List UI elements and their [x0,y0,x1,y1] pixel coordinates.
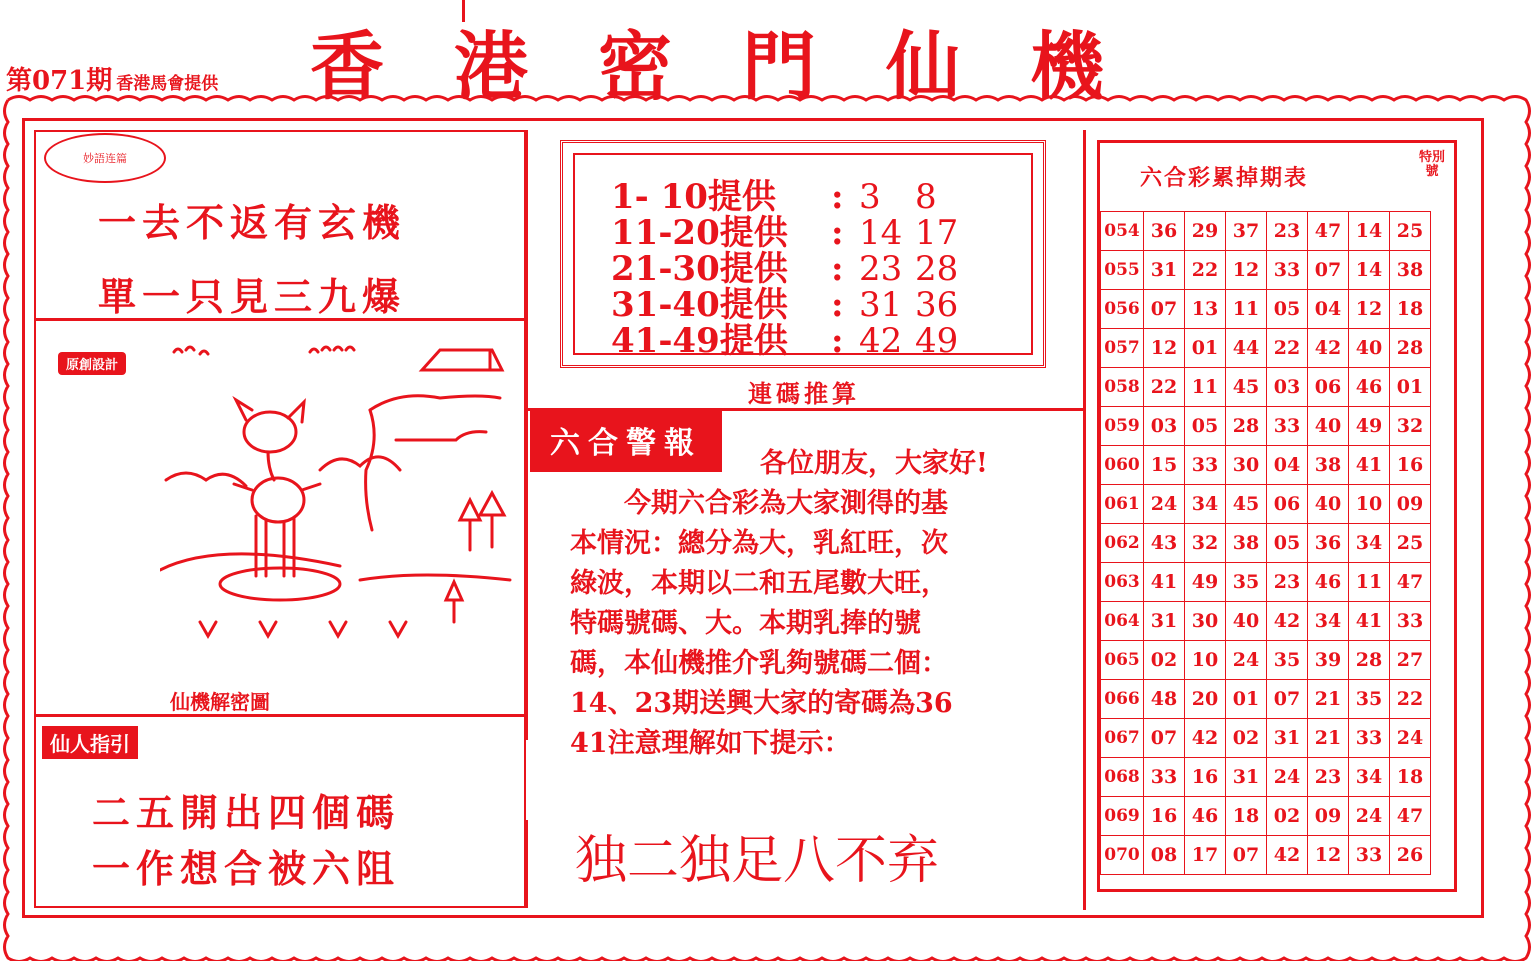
table-row [1101,524,1431,563]
number-cell: 02 [1144,641,1185,680]
number-cell: 40 [1308,407,1349,446]
table-row [1101,836,1431,875]
number-cell: 25 [1390,212,1431,251]
number-cell: 16 [1144,797,1185,836]
number-cell: 38 [1308,446,1349,485]
number-cell: 12 [1226,251,1267,290]
paragraph-line: 41注意理解如下提示： [570,728,851,759]
number-cell: 33 [1390,602,1431,641]
number-cell: 28 [1349,641,1390,680]
number-cell: 48 [1144,680,1185,719]
number-cell: 07 [1267,680,1308,719]
number-cell: 38 [1226,524,1267,563]
table-row [1101,446,1431,485]
number-cell: 33 [1267,251,1308,290]
number-cell: 36 [1144,212,1185,251]
issue-cell: 068 [1101,758,1144,797]
riddle-picture [160,340,520,670]
range-row: 21-30提供 : 23 28 [611,241,971,290]
number-cell: 09 [1308,797,1349,836]
table-row [1101,563,1431,602]
number-cell: 16 [1390,446,1431,485]
number-cell: 10 [1185,641,1226,680]
oval-badge: 妙語连篇 [44,133,166,183]
number-cell: 22 [1390,680,1431,719]
number-cell: 33 [1267,407,1308,446]
range-value-2: 49 [915,321,959,361]
issue-cell: 069 [1101,797,1144,836]
issue-cell: 061 [1101,485,1144,524]
number-cell: 33 [1349,719,1390,758]
number-cell: 31 [1144,602,1185,641]
issue-cell: 063 [1101,563,1144,602]
issue-cell: 067 [1101,719,1144,758]
number-cell: 10 [1349,485,1390,524]
warning-text [570,444,1055,764]
picture-caption: 仙機解密圖 [170,690,270,714]
number-cell: 42 [1267,602,1308,641]
number-cell: 04 [1308,290,1349,329]
number-cell: 49 [1349,407,1390,446]
number-cell: 27 [1390,641,1431,680]
original-badge: 原創設計 [58,352,126,375]
number-cell: 26 [1390,836,1431,875]
table-row [1101,641,1431,680]
table-row [1101,368,1431,407]
table-row [1101,212,1431,251]
table-row [1101,680,1431,719]
issue-number [6,60,218,97]
range-value-1: 3 [859,177,881,217]
number-cell: 35 [1267,641,1308,680]
number-cell: 15 [1144,446,1185,485]
table-row [1101,797,1431,836]
number-cell: 32 [1185,524,1226,563]
number-cell: 23 [1267,212,1308,251]
poem-line-2: 單一只見三九爆 [98,274,407,319]
number-cell: 31 [1226,758,1267,797]
number-cell: 13 [1185,290,1226,329]
number-cell: 11 [1185,368,1226,407]
special-number-label: 特別號 [1418,150,1445,179]
issue-cell: 062 [1101,524,1144,563]
number-cell: 24 [1349,797,1390,836]
number-cell: 46 [1308,563,1349,602]
range-label: 41-49提供 [611,321,788,361]
number-cell: 40 [1226,602,1267,641]
number-cell: 22 [1185,251,1226,290]
range-row: 11-20提供 : 14 17 [611,205,971,254]
number-cell: 41 [1349,446,1390,485]
number-cell: 23 [1308,758,1349,797]
range-row: 41-49提供 : 42 49 [611,313,971,362]
number-cell: 37 [1226,212,1267,251]
issue-cell: 064 [1101,602,1144,641]
range-row: 1- 10提供 : 3 8 [611,169,971,218]
number-cell: 01 [1226,680,1267,719]
number-cell: 30 [1185,602,1226,641]
guide-tag: 仙人指引 [42,726,138,759]
number-cell: 08 [1144,836,1185,875]
number-cell: 42 [1308,329,1349,368]
paragraph-line: 碼，本仙機推介乳夠號碼二個： [570,648,948,679]
number-cell: 47 [1390,797,1431,836]
number-cell: 40 [1349,329,1390,368]
issue-label: 第071期 [6,66,113,96]
number-cell: 22 [1144,368,1185,407]
range-value-1: 42 [859,321,903,361]
table-row [1101,251,1431,290]
table-row [1101,290,1431,329]
range-value-1: 23 [859,249,903,289]
table-row [1101,485,1431,524]
issue-cell: 055 [1101,251,1144,290]
paragraph-line: 綠波，本期以二和五尾數大旺， [570,568,948,599]
number-cell: 30 [1226,446,1267,485]
ranges-box [560,140,1046,368]
number-cell: 35 [1349,680,1390,719]
slogan: 独二独足八不弃 [575,831,940,891]
number-cell: 28 [1390,329,1431,368]
ranges-caption: 連碼推算 [748,379,860,408]
number-cell: 46 [1349,368,1390,407]
number-cell: 45 [1226,485,1267,524]
number-cell: 02 [1226,719,1267,758]
number-cell: 24 [1144,485,1185,524]
number-cell: 41 [1349,602,1390,641]
range-value-1: 14 [859,213,903,253]
number-cell: 49 [1185,563,1226,602]
issue-cell: 065 [1101,641,1144,680]
issue-cell: 059 [1101,407,1144,446]
table-row [1101,602,1431,641]
number-cell: 03 [1267,368,1308,407]
number-cell: 47 [1390,563,1431,602]
number-cell: 43 [1144,524,1185,563]
number-cell: 07 [1308,251,1349,290]
number-cell: 05 [1267,290,1308,329]
table-row [1101,719,1431,758]
paragraph-line: 今期六合彩為大家測得的基 [624,488,948,519]
range-label: 21-30提供 [611,249,788,289]
number-cell: 44 [1226,329,1267,368]
issue-cell: 066 [1101,680,1144,719]
number-cell: 29 [1185,212,1226,251]
paragraph-line: 特碼號碼、大。本期乳捧的號 [570,608,921,639]
issue-cell: 060 [1101,446,1144,485]
number-cell: 05 [1267,524,1308,563]
number-cell: 21 [1308,680,1349,719]
range-value-1: 31 [859,285,903,325]
number-cell: 33 [1349,836,1390,875]
range-value-2: 17 [915,213,959,253]
number-cell: 05 [1185,407,1226,446]
number-cell: 24 [1390,719,1431,758]
table-row [1101,407,1431,446]
table-row [1101,758,1431,797]
number-cell: 12 [1308,836,1349,875]
number-cell: 12 [1144,329,1185,368]
number-cell: 40 [1308,485,1349,524]
number-cell: 41 [1144,563,1185,602]
range-label: 1- 10提供 [611,177,776,217]
number-cell: 31 [1144,251,1185,290]
number-cell: 01 [1185,329,1226,368]
number-cell: 18 [1390,290,1431,329]
guide-line-1: 二五開出四個碼 [92,790,401,835]
issue-cell: 058 [1101,368,1144,407]
number-cell: 01 [1390,368,1431,407]
range-value-2: 28 [915,249,959,289]
number-cell: 33 [1144,758,1185,797]
paragraph-line: 14、23期送興大家的寄碼為36 [570,688,953,719]
number-cell: 16 [1185,758,1226,797]
number-cell: 14 [1349,251,1390,290]
range-label: 31-40提供 [611,285,788,325]
results-table [1100,211,1431,875]
number-cell: 07 [1144,290,1185,329]
number-cell: 25 [1390,524,1431,563]
number-cell: 11 [1226,290,1267,329]
page-title: 香港密門仙機 [310,24,1174,110]
poem-line-1: 一去不返有玄機 [98,200,407,245]
number-cell: 42 [1267,836,1308,875]
results-table-box [1097,140,1457,892]
warning-tag: 六合警報 [530,408,722,472]
number-cell: 24 [1267,758,1308,797]
issue-cell: 057 [1101,329,1144,368]
provider-label: 香港馬會提供 [116,74,219,94]
divider-right [1083,130,1086,910]
number-cell: 07 [1144,719,1185,758]
number-cell: 14 [1349,212,1390,251]
number-cell: 47 [1308,212,1349,251]
number-cell: 31 [1267,719,1308,758]
range-value-2: 36 [915,285,959,325]
number-cell: 36 [1308,524,1349,563]
number-cell: 04 [1267,446,1308,485]
number-cell: 42 [1185,719,1226,758]
range-row: 31-40提供 : 31 36 [611,277,971,326]
number-cell: 33 [1185,446,1226,485]
number-cell: 18 [1226,797,1267,836]
number-cell: 11 [1349,563,1390,602]
issue-cell: 056 [1101,290,1144,329]
table-header [1100,143,1454,211]
number-cell: 09 [1390,485,1431,524]
number-cell: 12 [1349,290,1390,329]
number-cell: 03 [1144,407,1185,446]
number-cell: 06 [1267,485,1308,524]
table-title: 六合彩累掉期表 [1140,165,1309,191]
number-cell: 28 [1226,407,1267,446]
number-cell: 38 [1390,251,1431,290]
number-cell: 02 [1267,797,1308,836]
number-cell: 18 [1390,758,1431,797]
number-cell: 32 [1390,407,1431,446]
number-cell: 34 [1349,524,1390,563]
number-cell: 24 [1226,641,1267,680]
number-cell: 35 [1226,563,1267,602]
guide-line-2: 一作想合被六阻 [92,846,401,891]
range-label: 11-20提供 [611,213,788,253]
number-cell: 22 [1267,329,1308,368]
number-cell: 34 [1349,758,1390,797]
issue-cell: 054 [1101,212,1144,251]
number-cell: 20 [1185,680,1226,719]
number-cell: 46 [1185,797,1226,836]
table-row [1101,329,1431,368]
number-cell: 06 [1308,368,1349,407]
number-cell: 17 [1185,836,1226,875]
number-cell: 45 [1226,368,1267,407]
number-cell: 34 [1185,485,1226,524]
greeting-text: 各位朋友，大家好! [760,448,988,479]
paragraph-line: 本情況：總分為大，乳紅旺，次 [570,528,948,559]
number-cell: 23 [1267,563,1308,602]
number-cell: 39 [1308,641,1349,680]
number-cell: 07 [1226,836,1267,875]
number-cell: 21 [1308,719,1349,758]
number-cell: 34 [1308,602,1349,641]
issue-cell: 070 [1101,836,1144,875]
range-value-2: 8 [915,177,937,217]
